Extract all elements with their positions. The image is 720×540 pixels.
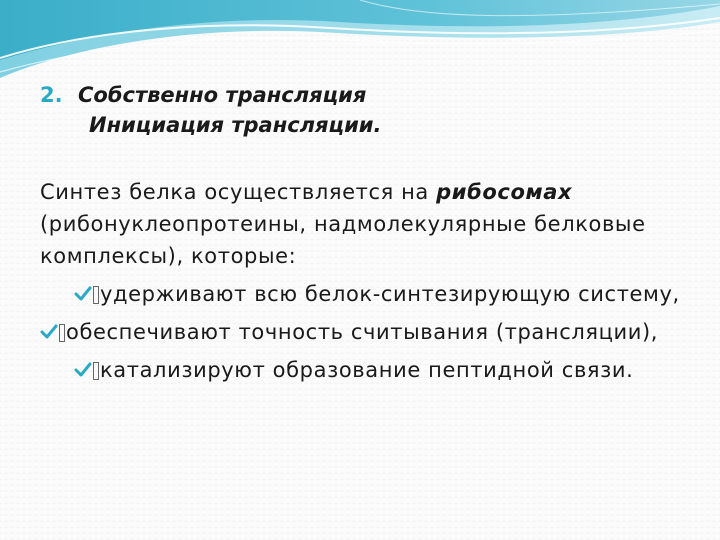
intro-text-after: (рибонуклеопротеины, надмолекулярные белковые комплексы), которые: xyxy=(40,212,646,268)
intro-emphasis: рибосомах xyxy=(436,180,573,204)
list-item xyxy=(40,278,680,310)
placeholder-glyph xyxy=(59,324,65,342)
list-item xyxy=(40,354,680,386)
check-icon xyxy=(40,324,58,340)
list-item xyxy=(40,316,680,348)
bullet-text: катализируют образование пептидной связи. xyxy=(100,358,634,382)
heading-line-1: Собственно трансляция xyxy=(78,83,367,107)
intro-text-before: Синтез белка осуществляется на xyxy=(40,180,437,204)
heading-line-2: Инициация трансляции. xyxy=(89,113,382,137)
intro-paragraph xyxy=(40,176,680,272)
heading-number: 2. xyxy=(40,83,63,107)
placeholder-glyph xyxy=(93,362,99,380)
bullet-text: удерживают всю белок-синтезирующую системy, xyxy=(100,282,680,306)
section-heading xyxy=(40,80,680,140)
heading-lines xyxy=(78,80,382,140)
bullet-text: обеспечивают точность считывания (трансляции), xyxy=(66,320,659,344)
check-icon xyxy=(74,286,92,302)
placeholder-glyph xyxy=(93,286,99,304)
check-icon xyxy=(74,362,92,378)
slide-content xyxy=(40,80,680,386)
bullet-list xyxy=(40,278,680,386)
